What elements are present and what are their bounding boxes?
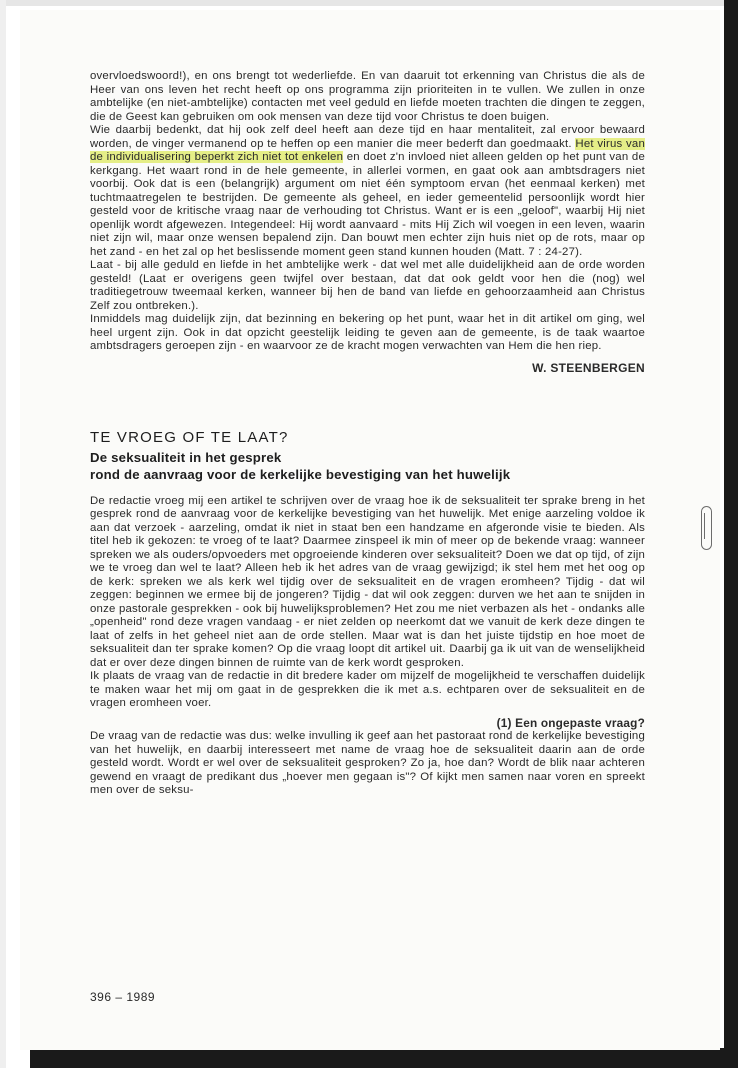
article-subtitle-1: De seksualiteit in het gesprek (90, 449, 282, 465)
text-run: Wie daarbij bedenkt, dat hij ook zelf deel heeft aan deze tijd en haar mentaliteit, zal ervoor bewaard worden, de vinger vermanend op te heffen op een manier die meer bederft dan goedmaakt. (90, 124, 645, 150)
article-continued (90, 70, 645, 375)
text-run: Laat - bij alle geduld en liefde in het ambtelijke werk - dat wel met alle duidelijkheid aan de orde worden gesteld! (Laat er overigens geen twijfel over bestaan, dat dat ook geldt voor hen die (nog) wel traditiegetrouw tweemaal kerken, wanneer bij hen de band van liefde en gehoorzaamheid aan Christus Zelf zou ontbreken.). (90, 259, 645, 312)
section-heading: (1) Een ongepaste vraag? (496, 715, 645, 730)
article1-paragraph (90, 259, 645, 313)
article1-body (90, 70, 645, 354)
article2-paragraph: Ik plaats de vraag van de redactie in dit bredere kader om mijzelf de mogelijkheid te verschaffen duidelijk te maken waar het mij om gaat in de gesprekken die ik met a.s. echtparen over de seksualiteit en de vragen eromheen voer. (90, 670, 645, 709)
highlighted-text: Het virus van de individualisering beperkt zich niet tot enkelen (90, 137, 645, 163)
scan-edge-right (724, 0, 738, 1068)
article-te-vroeg-of-te-laat (90, 431, 645, 798)
scan-edge-bottom (30, 1048, 738, 1068)
text-run: overvloedswoord!), en ons brengt tot wederliefde. En van daaruit tot erkenning van Christus die als de Heer van ons leven het recht heeft op ons programma zijn prioriteiten in te vullen. We zullen in onze ambtelijke (en niet-ambtelijke) contacten met veel geduld en liefde moeten trachten die dingen te zeggen, die de Geest kan gebruiken om ook mensen van deze tijd voor Christus te doen buigen. (90, 70, 645, 123)
text-run: Inmiddels mag duidelijk zijn, dat bezinning en bekering op het punt, waar het in dit artikel om ging, wel heel urgent zijn. Ook in dat opzicht geestelijk leiding te geven aan de gemeente, is de taak waartoe ambtsdragers geroepen zijn - en waarvoor ze de kracht mogen verwachten van Hem die hen riep. (90, 313, 645, 352)
article-subtitle-2: rond de aanvraag voor de kerkelijke bevestiging van het huwelijk (90, 466, 511, 482)
page-number: 396 – 1989 (90, 990, 156, 1004)
text-run: en doet z'n invloed niet alleen gelden op het punt van de kerkgang. Het waart rond in de hele gemeente, in allerlei vormen, en gaat ook aan ambtsdragers niet voorbij. Ook dat is een (belangrijk) argument om niet één symptoom ervan (het eenmaal kerken) met tuchtmaatregelen te bestrijden. De gemeente als geheel, en ieder gemeentelid persoonlijk wordt hier gesteld voor de kritische vraag naar de verhouding tot Christus. Want er is een „geloof", waarbij Hij niet openlijk wordt afgewezen. Integendeel: Hij wordt aanvaard - mits Hij Zich wil voegen in een leven, waarin niet zijn wil, maar onze wensen bepalend zijn. Dan bouwt men echter zijn huis niet op de rots, maar op het zand - en het zal op het beslissende moment geen stand kunnen houden (Matt. 7 : 24-27). (90, 151, 645, 258)
section-paragraph: De vraag van de redactie was dus: welke invulling ik geef aan het pastoraat rond de kerkelijke bevestiging van het huwelijk, en daarbij interesseert met name de vraag hoe de seksualiteit daarin aan de orde gesteld wordt. Wordt er wel over de seksualiteit gesproken? Zo ja, hoe dan? Wordt de blik naar achteren gewend en vraagt de predikant dus „hoever men gegaan is"? Of kijkt men samen naar voren en spreekt men over de seksu- (90, 730, 645, 796)
article1-paragraph (90, 124, 645, 259)
author-signature: W. STEENBERGEN (532, 360, 645, 375)
page-content (90, 70, 645, 798)
article2-paragraph: De redactie vroeg mij een artikel te schrijven over de vraag hoe ik de seksualiteit ter sprake breng in het gesprek rond de aanvraag voor de kerkelijke bevestiging van het huwelijk. Met enige aarzeling voldoe ik aan dat verzoek - aarzeling, omdat ik niet in staat ben een handzame en afgeronde visie te bieden. Als titel heb ik gekozen: te vroeg of te laat? Daarmee zinspeel ik min of meer op de bekende vraag: wanneer spreken we als ouders/opvoeders met opgroeiende kinderen over seksualiteit? Doen we dat op tijd, of zijn we te vroeg dan wel te laat? Alleen heb ik het adres van de vraag gewijzigd; ik stel hem met het oog op de kerk: spreken we als kerk wel tijdig over de seksualiteit en de vragen eromheen? Tijdig - dat wil zeggen: beginnen we ermee bij de jongeren? Tijdig - dat wil ook zeggen: durven we het aan te snijden in onze pastorale gesprekken - ook bij huwelijksproblemen? Het zou me niet verbazen als het - ondanks alle „openheid" rond deze vragen vandaag - er niet zelden op neerkomt dat we vanuit de kerk deze dingen te laat of zelfs in het geheel niet aan de orde stellen. Maar wat is dan het juiste tijdstip en hoe moet de seksualiteit dan ter sprake komen? Op die vraag loopt dit artikel uit. Daarbij ga ik uit van de wenselijkheid dat er over deze dingen binnen de ruimte van de kerk wordt gesproken. (90, 494, 645, 669)
article-title: TE VROEG OF TE LAAT? (90, 429, 289, 446)
scan-edge-top (0, 0, 738, 6)
article1-paragraph (90, 70, 645, 124)
scan-edge-left (0, 0, 6, 1068)
article1-paragraph (90, 313, 645, 354)
paper-clip-icon (701, 506, 712, 550)
